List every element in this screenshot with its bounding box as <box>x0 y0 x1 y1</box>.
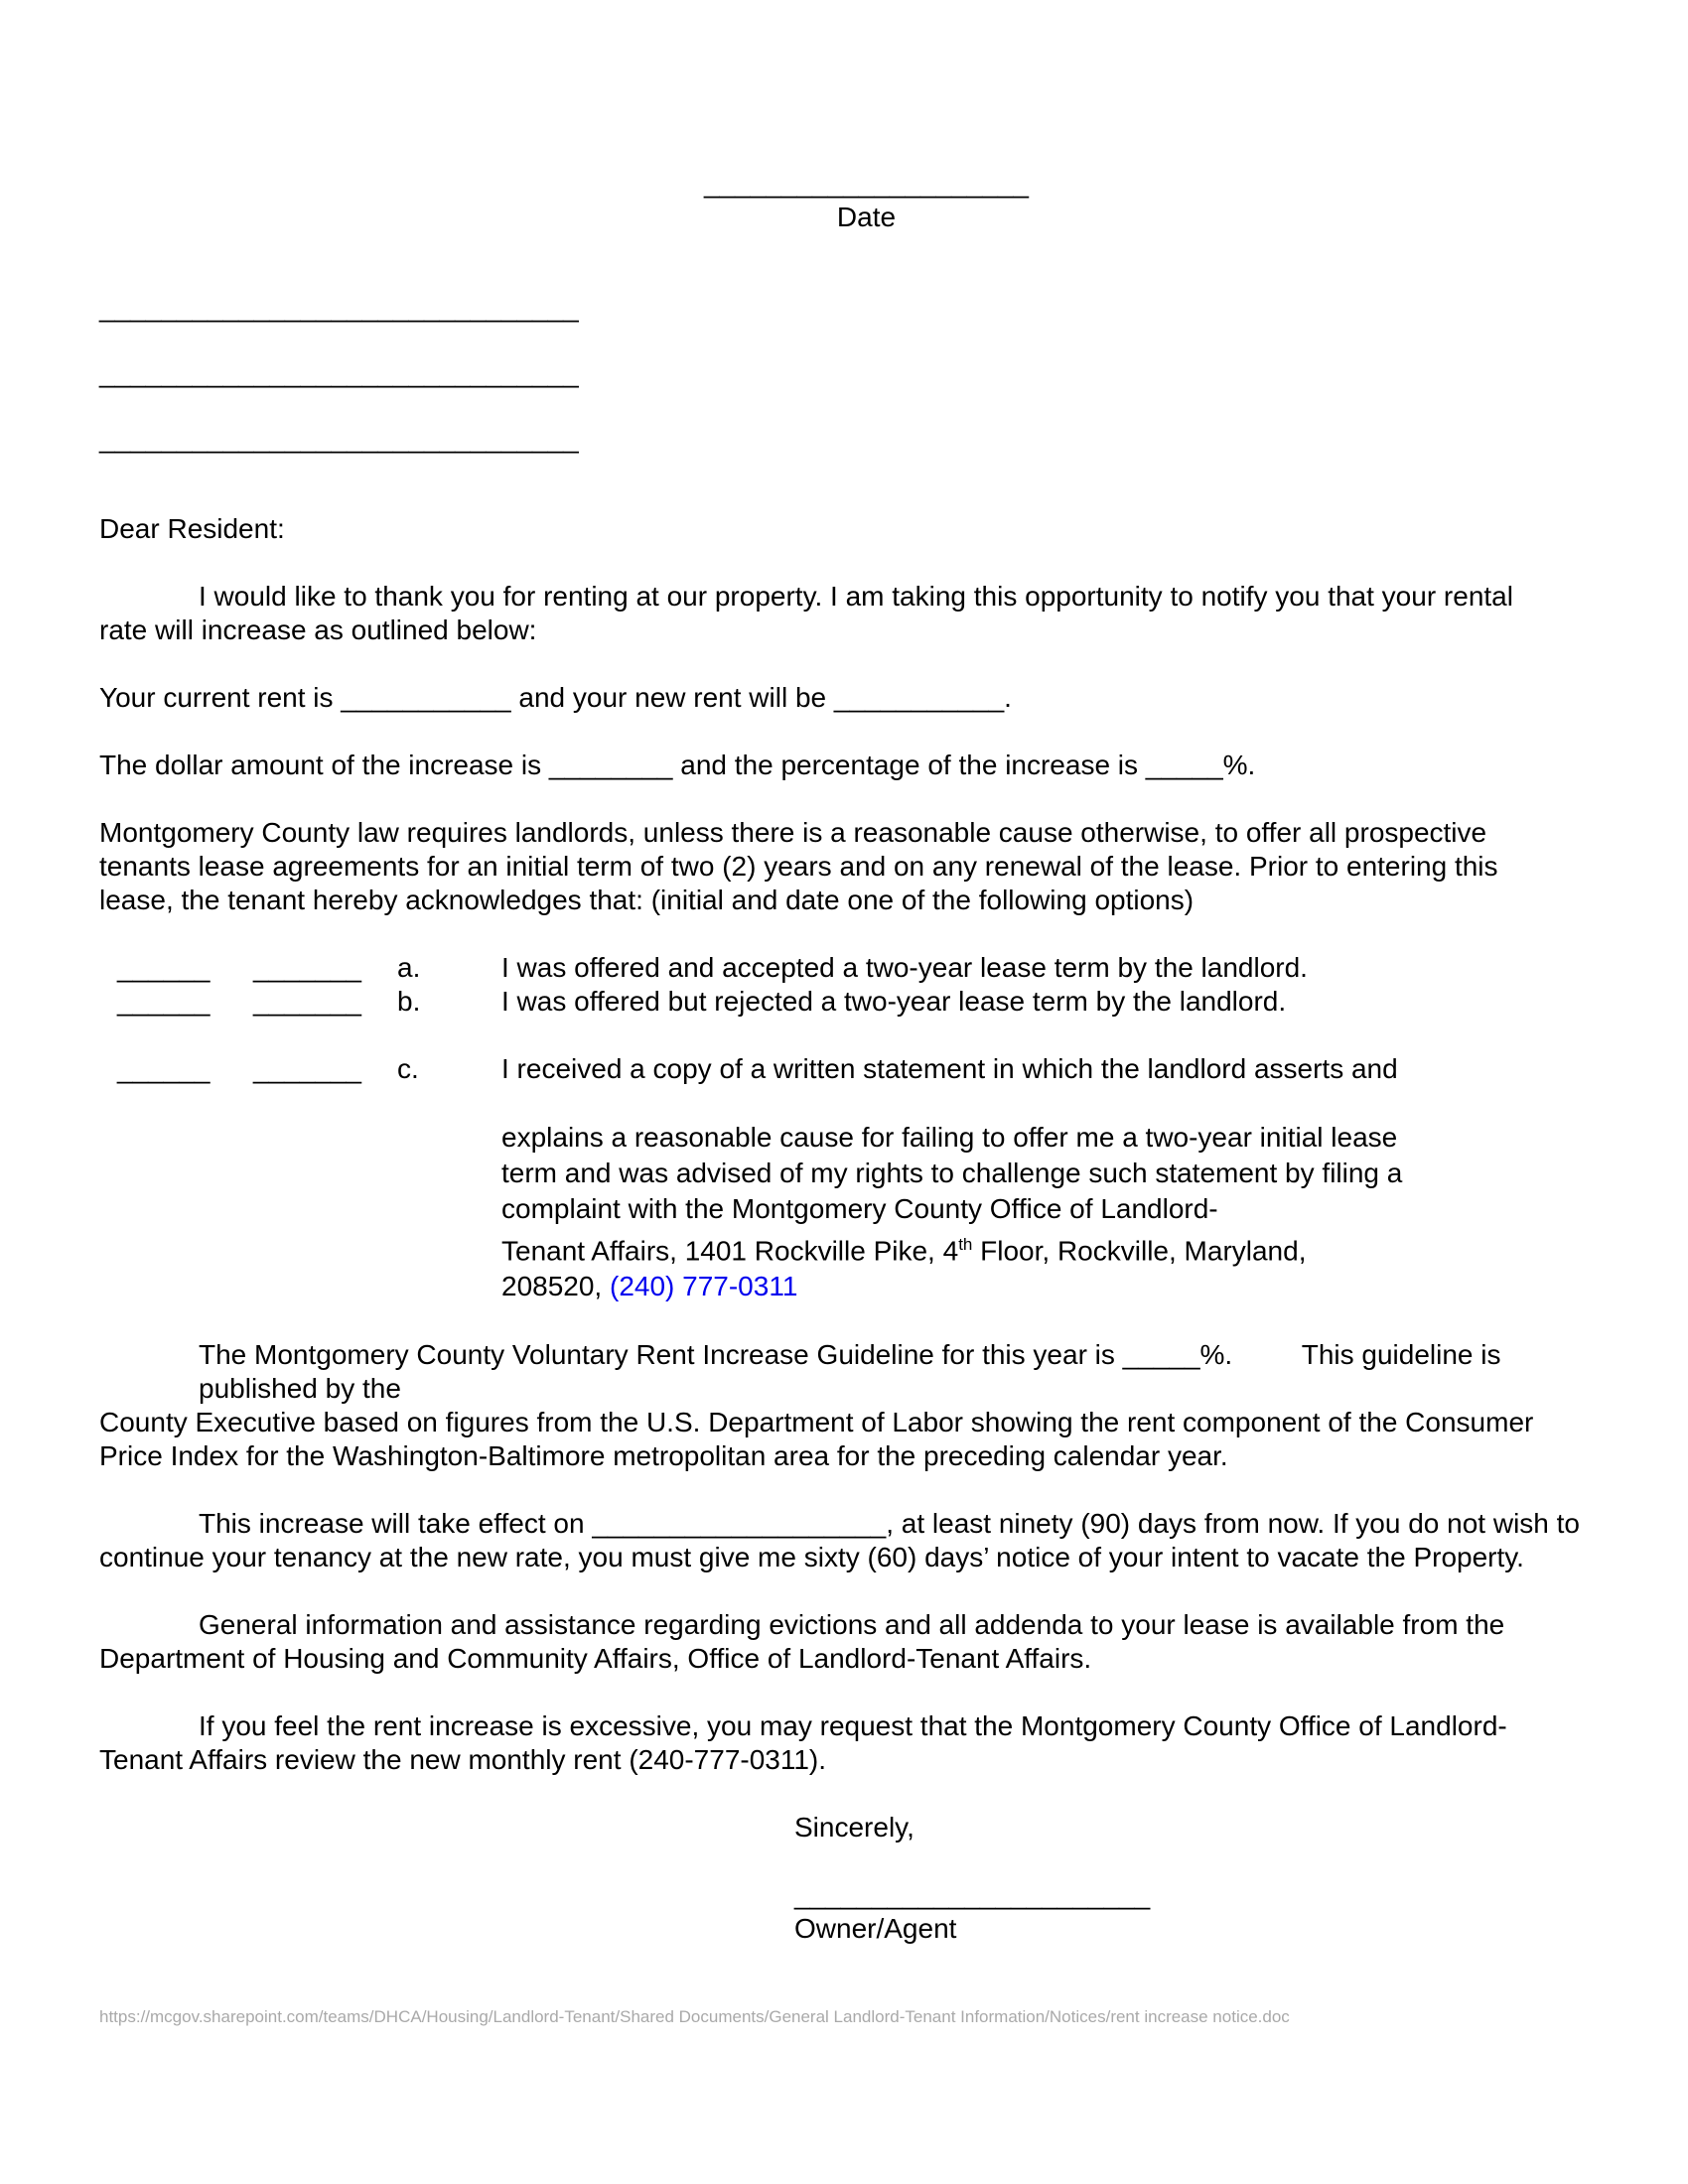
paragraph-line: published by the <box>199 1373 401 1405</box>
paragraph-line: General information and assistance regarding evictions and all addenda to your lease is available from the <box>199 1609 1505 1641</box>
option-letter: a. <box>397 952 421 983</box>
paragraph-line: tenants lease agreements for an initial term of two (2) years and on any renewal of the lease. Prior to entering this <box>99 851 1498 882</box>
initial-blank: ______ <box>117 1053 211 1084</box>
address-blank-line: _______________________________ <box>99 357 579 388</box>
paragraph-line: Montgomery County law requires landlords, unless there is a reasonable cause otherwise, to offer all prospective <box>99 817 1487 848</box>
signature-label: Owner/Agent <box>794 1913 957 1945</box>
date-label: Date <box>836 202 897 232</box>
paragraph-line: continue your tenancy at the new rate, you must give me sixty (60) days’ notice of your intent to vacate the Property. <box>99 1542 1524 1573</box>
paragraph-line: term and was advised of my rights to challenge such statement by filing a <box>501 1158 1403 1188</box>
current-rent-line <box>99 681 1589 715</box>
option-letter: b. <box>397 986 421 1017</box>
paragraph-line: explains a reasonable cause for failing to offer me a two-year initial lease <box>501 1122 1398 1153</box>
closing-sincerely: Sincerely, <box>794 1812 914 1843</box>
option-text: I was offered but rejected a two-year lease term by the landlord. <box>501 986 1287 1017</box>
date-block <box>695 0 1038 234</box>
initial-blank: ______ <box>117 986 211 1017</box>
paragraph-line: rate will increase as outlined below: <box>99 614 537 645</box>
zip-phone-line <box>501 1269 1589 1304</box>
paragraph-line: Your current rent is ___________ and your new rent will be ___________. <box>99 682 1012 713</box>
address-blank-line: _______________________________ <box>99 292 579 323</box>
office-address-line <box>501 1227 1589 1269</box>
paragraph-line: The dollar amount of the increase is ________ and the percentage of the increase is _____%. <box>99 750 1256 780</box>
explanation-paragraph <box>501 1120 1589 1304</box>
option-text: I received a copy of a written statement in which the landlord asserts and <box>501 1053 1398 1084</box>
guideline-paragraph <box>99 1338 1589 1473</box>
option-row-b <box>99 985 1589 1019</box>
paragraph-line: Tenant Affairs review the new monthly rent (240-777-0311). <box>99 1744 827 1776</box>
signature-blank-line: _______________________ <box>794 1879 1151 1911</box>
paragraph-line: I would like to thank you for renting at our property. I am taking this opportunity to notify you that your rental <box>199 581 1513 612</box>
salutation: Dear Resident: <box>99 513 285 544</box>
paragraph-line: complaint with the Montgomery County Office of Landlord- <box>501 1193 1218 1224</box>
options-list <box>99 951 1589 1086</box>
intro-paragraph <box>99 580 1589 647</box>
dollar-amount-line <box>99 749 1589 782</box>
option-row-c <box>99 1052 1589 1086</box>
option-row-a <box>99 951 1589 985</box>
date-blank: _______ <box>253 952 362 983</box>
address-text: Floor, Rockville, Maryland, <box>972 1235 1307 1267</box>
option-letter: c. <box>397 1053 419 1084</box>
excessive-increase-paragraph <box>99 1709 1589 1777</box>
paragraph-line: Department of Housing and Community Affairs, Office of Landlord-Tenant Affairs. <box>99 1643 1092 1675</box>
footer-url: https://mcgov.sharepoint.com/teams/DHCA/Housing/Landlord-Tenant/Shared Documents/General Landlord-Tenant Information/Notices/rent increase notice.doc <box>99 2007 1290 2026</box>
signature-block <box>794 1878 1589 1946</box>
law-paragraph <box>99 816 1589 917</box>
ordinal-superscript: th <box>958 1235 973 1254</box>
phone-link[interactable]: (240) 777-0311 <box>610 1271 798 1302</box>
zip-text: 208520, <box>501 1271 610 1302</box>
paragraph-line: lease, the tenant hereby acknowledges that: (initial and date one of the following options) <box>99 885 1195 915</box>
initial-blank: ______ <box>117 952 211 983</box>
date-blank-line: _____________________ <box>703 168 1030 199</box>
option-text: I was offered and accepted a two-year lease term by the landlord. <box>501 952 1308 983</box>
address-text: Tenant Affairs, 1401 Rockville Pike, 4 <box>501 1235 959 1267</box>
paragraph-line: If you feel the rent increase is excessive, you may request that the Montgomery County Office of Landlord- <box>199 1710 1507 1742</box>
paragraph-line: County Executive based on figures from the U.S. Department of Labor showing the rent component of the Consumer <box>99 1407 1534 1438</box>
general-info-paragraph <box>99 1608 1589 1676</box>
address-blank-line: _______________________________ <box>99 423 579 454</box>
date-blank: _______ <box>253 986 362 1017</box>
address-block <box>99 291 1589 456</box>
date-blank: _______ <box>253 1053 362 1084</box>
effective-date-paragraph <box>99 1507 1589 1574</box>
paragraph-line: Price Index for the Washington-Baltimore metropolitan area for the preceding calendar year. <box>99 1440 1228 1472</box>
paragraph-line: The Montgomery County Voluntary Rent Increase Guideline for this year is _____%. This guideline is <box>199 1339 1501 1371</box>
paragraph-line: This increase will take effect on ___________________, at least ninety (90) days from now. If you do not wish to <box>199 1508 1581 1540</box>
